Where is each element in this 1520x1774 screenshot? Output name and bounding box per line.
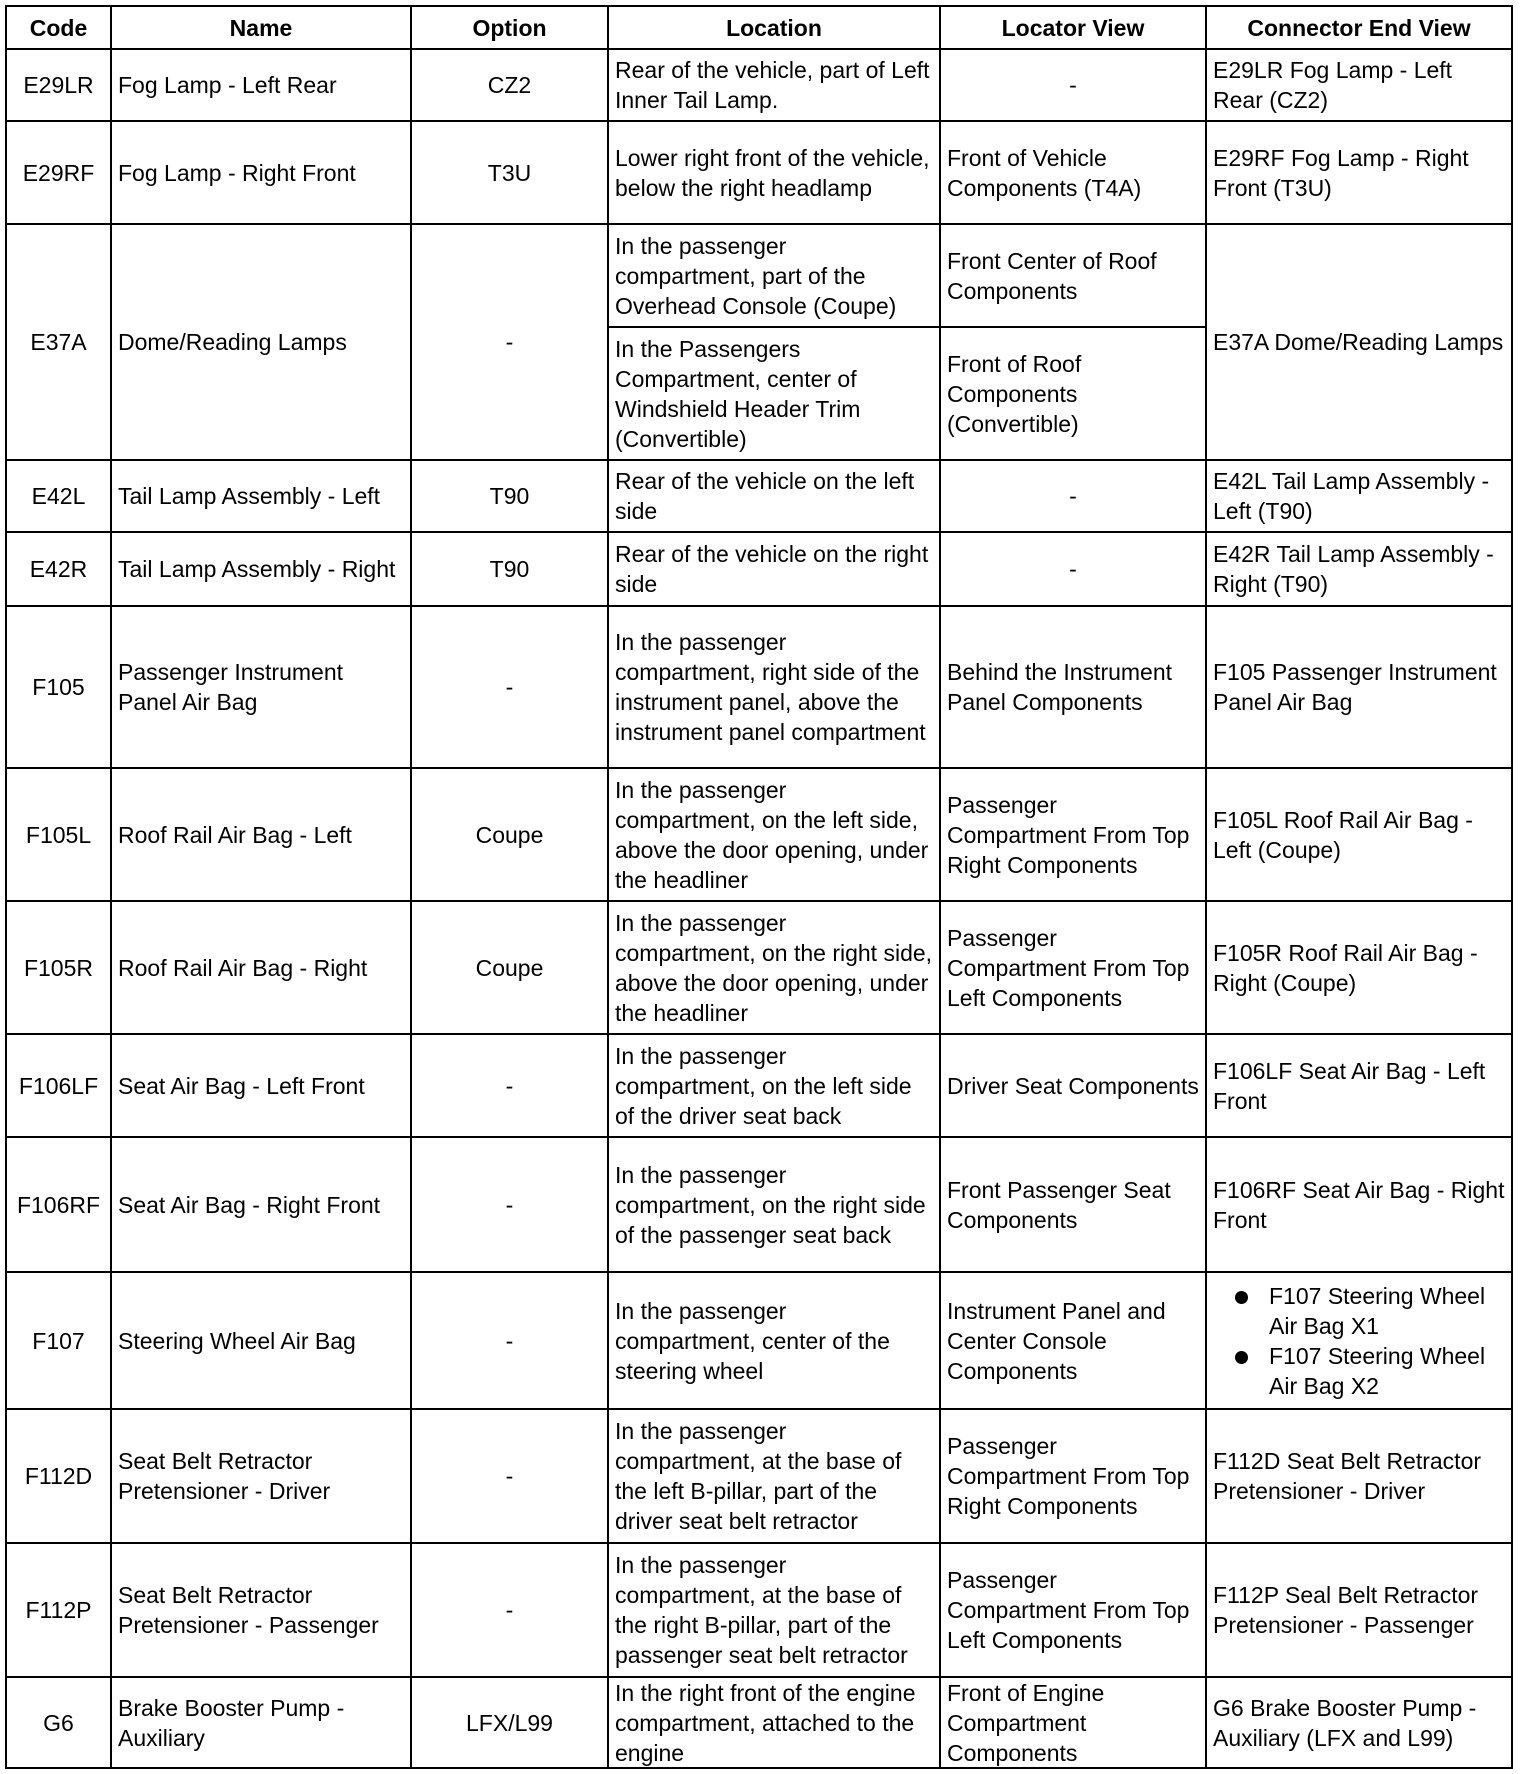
cell-option: - <box>410 1271 609 1410</box>
cell-location: In the passenger compartment, part of the Overhead Console (Coupe) <box>607 223 941 328</box>
header-name: Name <box>110 5 412 50</box>
cell-code: F105L <box>5 767 112 902</box>
cell-connector-end-view: F106RF Seat Air Bag - Right Front <box>1205 1136 1513 1273</box>
cell-location: Rear of the vehicle on the left side <box>607 459 941 533</box>
cell-location: In the right front of the engine compartment, attached to the engine <box>607 1676 941 1769</box>
cell-name: Seat Belt Retractor Pretensioner - Passenger <box>110 1542 412 1678</box>
cell-code: F107 <box>5 1271 112 1410</box>
cell-locator-view: - <box>939 459 1207 533</box>
cell-locator-view: Passenger Compartment From Top Right Components <box>939 767 1207 902</box>
cell-code: E42R <box>5 531 112 607</box>
cell-option: T90 <box>410 459 609 533</box>
cell-location: In the Passengers Compartment, center of Windshield Header Trim (Convertible) <box>607 326 941 461</box>
cell-locator-view: Front Passenger Seat Components <box>939 1136 1207 1273</box>
cell-option: - <box>410 1136 609 1273</box>
cell-name: Roof Rail Air Bag - Right <box>110 900 412 1035</box>
cell-location: In the passenger compartment, center of the steering wheel <box>607 1271 941 1410</box>
list-item: F107 Steering Wheel Air Bag X1 <box>1213 1281 1505 1341</box>
cell-code: E29LR <box>5 48 112 122</box>
list-item: F107 Steering Wheel Air Bag X2 <box>1213 1341 1505 1401</box>
cell-connector-end-view: E29LR Fog Lamp - Left Rear (CZ2) <box>1205 48 1513 122</box>
cell-code: E37A <box>5 223 112 461</box>
cell-locator-view: Front of Roof Components (Convertible) <box>939 326 1207 461</box>
cell-option: - <box>410 1542 609 1678</box>
cell-option: Coupe <box>410 900 609 1035</box>
cell-connector-end-view: G6 Brake Booster Pump - Auxiliary (LFX and L99) <box>1205 1676 1513 1769</box>
cell-code: G6 <box>5 1676 112 1769</box>
cell-locator-view: Behind the Instrument Panel Components <box>939 605 1207 769</box>
cell-connector-end-view: E37A Dome/Reading Lamps <box>1205 223 1513 461</box>
cell-locator-view: Instrument Panel and Center Console Components <box>939 1271 1207 1410</box>
cell-location: Lower right front of the vehicle, below the right headlamp <box>607 120 941 225</box>
cell-name: Roof Rail Air Bag - Left <box>110 767 412 902</box>
cell-code: F112D <box>5 1408 112 1544</box>
cell-connector-end-view: F112P Seal Belt Retractor Pretensioner - Passenger <box>1205 1542 1513 1678</box>
cell-option: LFX/L99 <box>410 1676 609 1769</box>
cell-location: Rear of the vehicle, part of Left Inner Tail Lamp. <box>607 48 941 122</box>
cell-option: - <box>410 605 609 769</box>
cell-locator-view: - <box>939 48 1207 122</box>
header-location: Location <box>607 5 941 50</box>
cell-location: In the passenger compartment, on the left side, above the door opening, under the headliner <box>607 767 941 902</box>
cell-code: E42L <box>5 459 112 533</box>
cell-option: T90 <box>410 531 609 607</box>
cell-connector-end-view: F112D Seat Belt Retractor Pretensioner - Driver <box>1205 1408 1513 1544</box>
cell-name: Seat Air Bag - Left Front <box>110 1033 412 1138</box>
cell-connector-end-view <box>1205 1271 1513 1410</box>
cell-connector-end-view: F105R Roof Rail Air Bag - Right (Coupe) <box>1205 900 1513 1035</box>
header-connector-end-view: Connector End View <box>1205 5 1513 50</box>
cell-name: Passenger Instrument Panel Air Bag <box>110 605 412 769</box>
cell-code: F112P <box>5 1542 112 1678</box>
cell-name: Dome/Reading Lamps <box>110 223 412 461</box>
cell-locator-view: Passenger Compartment From Top Left Components <box>939 900 1207 1035</box>
cell-connector-end-view: E42R Tail Lamp Assembly - Right (T90) <box>1205 531 1513 607</box>
cell-option: T3U <box>410 120 609 225</box>
cell-name: Seat Air Bag - Right Front <box>110 1136 412 1273</box>
cell-code: F105 <box>5 605 112 769</box>
cell-connector-end-view: F105L Roof Rail Air Bag - Left (Coupe) <box>1205 767 1513 902</box>
cell-connector-end-view: F105 Passenger Instrument Panel Air Bag <box>1205 605 1513 769</box>
cell-location: In the passenger compartment, right side of the instrument panel, above the instrument panel compartment <box>607 605 941 769</box>
cell-location: In the passenger compartment, at the base of the left B-pillar, part of the driver seat belt retractor <box>607 1408 941 1544</box>
cell-location: In the passenger compartment, on the left side of the driver seat back <box>607 1033 941 1138</box>
cell-code: F106RF <box>5 1136 112 1273</box>
cell-option: Coupe <box>410 767 609 902</box>
cell-locator-view: - <box>939 531 1207 607</box>
cell-option: - <box>410 1033 609 1138</box>
cell-locator-view: Passenger Compartment From Top Left Components <box>939 1542 1207 1678</box>
cell-locator-view: Front of Vehicle Components (T4A) <box>939 120 1207 225</box>
header-locator-view: Locator View <box>939 5 1207 50</box>
cell-name: Tail Lamp Assembly - Left <box>110 459 412 533</box>
cell-code: E29RF <box>5 120 112 225</box>
connector-list <box>1213 1281 1505 1401</box>
cell-name: Fog Lamp - Right Front <box>110 120 412 225</box>
cell-name: Seat Belt Retractor Pretensioner - Driver <box>110 1408 412 1544</box>
cell-name: Brake Booster Pump - Auxiliary <box>110 1676 412 1769</box>
cell-locator-view: Passenger Compartment From Top Right Components <box>939 1408 1207 1544</box>
cell-code: F106LF <box>5 1033 112 1138</box>
cell-connector-end-view: E42L Tail Lamp Assembly - Left (T90) <box>1205 459 1513 533</box>
cell-location: In the passenger compartment, on the right side, above the door opening, under the headliner <box>607 900 941 1035</box>
cell-name: Fog Lamp - Left Rear <box>110 48 412 122</box>
cell-locator-view: Front Center of Roof Components <box>939 223 1207 328</box>
cell-code: F105R <box>5 900 112 1035</box>
header-option: Option <box>410 5 609 50</box>
cell-location: Rear of the vehicle on the right side <box>607 531 941 607</box>
cell-option: - <box>410 223 609 461</box>
cell-location: In the passenger compartment, on the right side of the passenger seat back <box>607 1136 941 1273</box>
cell-option: CZ2 <box>410 48 609 122</box>
header-code: Code <box>5 5 112 50</box>
cell-locator-view: Driver Seat Components <box>939 1033 1207 1138</box>
cell-locator-view: Front of Engine Compartment Components <box>939 1676 1207 1769</box>
cell-connector-end-view: E29RF Fog Lamp - Right Front (T3U) <box>1205 120 1513 225</box>
cell-location: In the passenger compartment, at the base of the right B-pillar, part of the passenger seat belt retractor <box>607 1542 941 1678</box>
cell-connector-end-view: F106LF Seat Air Bag - Left Front <box>1205 1033 1513 1138</box>
cell-option: - <box>410 1408 609 1544</box>
cell-name: Tail Lamp Assembly - Right <box>110 531 412 607</box>
cell-name: Steering Wheel Air Bag <box>110 1271 412 1410</box>
